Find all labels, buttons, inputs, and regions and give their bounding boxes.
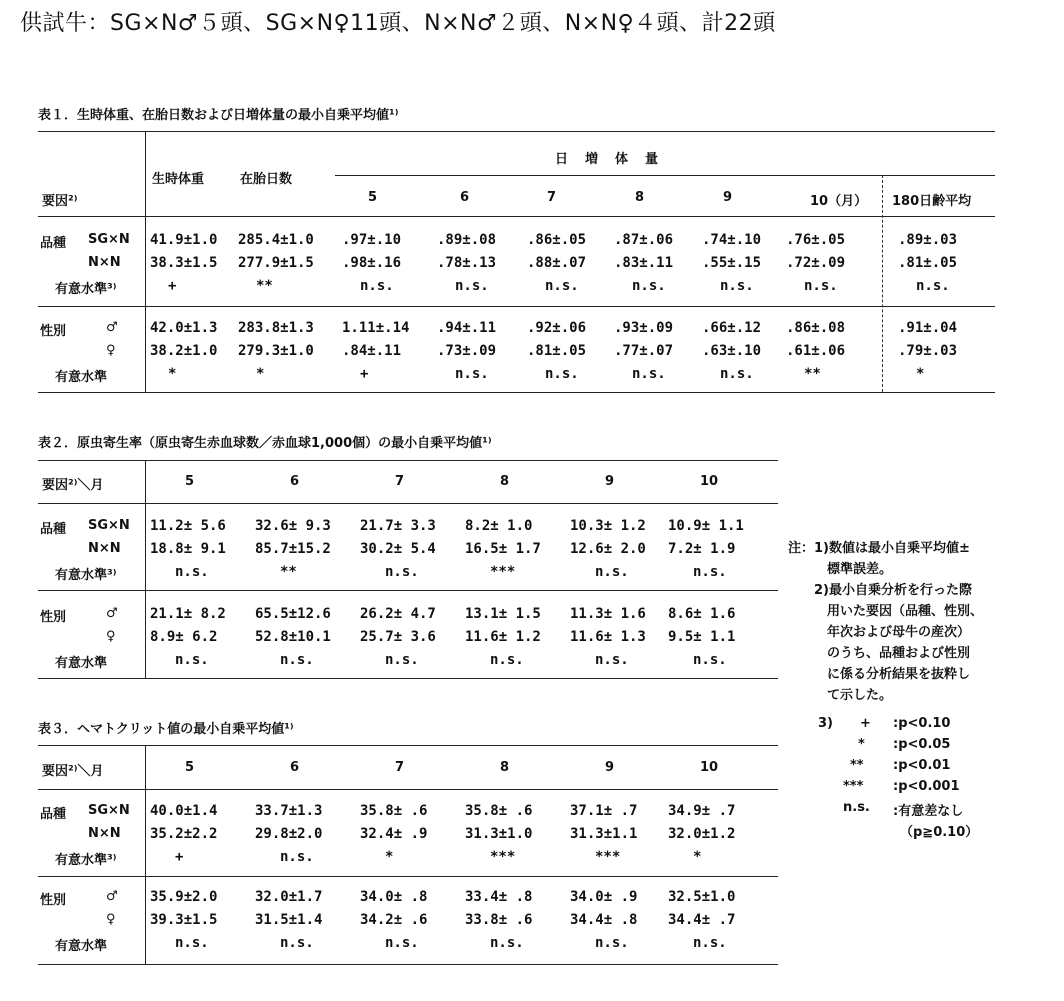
note-line: に係る分析結果を抜粋し <box>788 667 971 682</box>
table2-cell: 11.3± 1.6 <box>570 606 646 622</box>
table2-cell: 26.2± 4.7 <box>360 606 436 622</box>
table3-cell: 33.8± .6 <box>465 912 533 928</box>
t1-cell: n.s. <box>804 278 838 294</box>
table2-row-level: ♂ <box>106 606 118 621</box>
table2-month-header: 7 <box>395 474 405 489</box>
t1-row-level: N×N <box>88 255 121 270</box>
table2-cell: 8.6± 1.6 <box>668 606 736 622</box>
table3-cell: n.s. <box>490 935 524 951</box>
table2-row-factor: 品種 <box>40 522 67 537</box>
table2-cell: 32.6± 9.3 <box>255 518 331 534</box>
table3-cell: 35.8± .6 <box>465 803 533 819</box>
t1-cell: .98±.16 <box>342 255 402 271</box>
table3-row-factor: 有意水準³⁾ <box>55 853 117 868</box>
table3-month-header: 9 <box>605 760 615 775</box>
t1-cell: 277.9±1.5 <box>238 255 314 271</box>
legend-symbol: n.s. <box>843 800 870 815</box>
legend-description: :有意差なし <box>893 804 964 819</box>
t1-cell: n.s. <box>455 278 489 294</box>
table2-row-level: ♀ <box>106 629 116 644</box>
t1-cell: 279.3±1.0 <box>238 343 314 359</box>
t1-cell: n.s. <box>545 366 579 382</box>
t1-cell: ** <box>256 278 273 294</box>
table2-row-factor: 性別 <box>40 610 67 625</box>
table2-cell: n.s. <box>385 652 419 668</box>
t1-cell: .72±.09 <box>786 255 846 271</box>
t1-cell: + <box>168 278 177 294</box>
table3-cell: n.s. <box>595 935 629 951</box>
t1-cell: .81±.05 <box>898 255 958 271</box>
table3-cell: 32.5±1.0 <box>668 889 736 905</box>
t1-row-factor: 性別 <box>40 324 67 339</box>
table3-cell: * <box>693 849 702 865</box>
table3-cell: 34.0± .9 <box>570 889 638 905</box>
table3-month-header: 6 <box>290 760 300 775</box>
table2-cell: 10.3± 1.2 <box>570 518 646 534</box>
t1-gain-header: 日 増 体 量 <box>555 152 661 167</box>
table3-cell: 33.4± .8 <box>465 889 533 905</box>
t1-cell: .66±.12 <box>702 320 762 336</box>
table3-cell: + <box>175 849 184 865</box>
t1-cell: n.s. <box>720 278 754 294</box>
t1-month-header: 9 <box>723 190 733 205</box>
table2-cell: n.s. <box>280 652 314 668</box>
table2-cell: 21.1± 8.2 <box>150 606 226 622</box>
table2-month-header: 8 <box>500 474 510 489</box>
table3-cell: n.s. <box>280 849 314 865</box>
table2-row-factor: 有意水準 <box>55 656 108 671</box>
t1-cell: ** <box>804 366 821 382</box>
table3-month-header: 8 <box>500 760 510 775</box>
table3-cell: 35.9±2.0 <box>150 889 218 905</box>
table2-cell: n.s. <box>595 652 629 668</box>
table3-cell: 35.2±2.2 <box>150 826 218 842</box>
table3-row-level: ♂ <box>106 889 118 904</box>
t1-cell: .81±.05 <box>527 343 587 359</box>
t1-gest-header: 在胎日数 <box>240 172 293 187</box>
table2-cell: n.s. <box>175 652 209 668</box>
table3-cell: n.s. <box>385 935 419 951</box>
legend-description: :p<0.10 <box>893 716 951 731</box>
table2-cell: 52.8±10.1 <box>255 629 331 645</box>
t1-cell: .76±.05 <box>786 232 846 248</box>
legend-description: :p<0.01 <box>893 758 951 773</box>
t1-cell: .89±.03 <box>898 232 958 248</box>
table3-cell: 34.9± .7 <box>668 803 736 819</box>
table2-cell: n.s. <box>693 564 727 580</box>
t1-cell: n.s. <box>632 366 666 382</box>
table3-cell: 34.2± .6 <box>360 912 428 928</box>
t1-cell: .92±.06 <box>527 320 587 336</box>
t1-cell: .78±.13 <box>437 255 497 271</box>
t1-cell: .86±.08 <box>786 320 846 336</box>
t1-cell: * <box>168 366 177 382</box>
t1-cell: .73±.09 <box>437 343 497 359</box>
table3-cell: 40.0±1.4 <box>150 803 218 819</box>
t1-cell: .84±.11 <box>342 343 402 359</box>
t1-row-level: ♂ <box>106 320 118 335</box>
t1-cell: 285.4±1.0 <box>238 232 314 248</box>
table2-title: 表２．原虫寄生率（原虫寄生赤血球数／赤血球1,000個）の最小自乗平均値¹⁾ <box>38 436 492 451</box>
t1-row-level: SG×N <box>88 232 130 247</box>
table3-cell: 39.3±1.5 <box>150 912 218 928</box>
notes <box>788 538 983 706</box>
table2-cell: n.s. <box>490 652 524 668</box>
t1-month-header: 7 <box>547 190 557 205</box>
note-line: 標準誤差。 <box>788 562 893 577</box>
t1-factor-header: 要因²⁾ <box>42 194 78 209</box>
table2-month-header: 9 <box>605 474 615 489</box>
t1-cell: .63±.10 <box>702 343 762 359</box>
t1-cell: .79±.03 <box>898 343 958 359</box>
t1-cell: .87±.06 <box>614 232 674 248</box>
t1-cell: 283.8±1.3 <box>238 320 314 336</box>
table3-month-header: 5 <box>185 760 195 775</box>
table3-title: 表３．ヘマトクリット値の最小自乗平均値¹⁾ <box>38 722 294 737</box>
table3-cell: 34.4± .7 <box>668 912 736 928</box>
t1-avg-header: 180日齢平均 <box>892 194 972 209</box>
page-header: 供試牛：SG×N♂５頭、SG×N♀11頭、N×N♂２頭、N×N♀４頭、計22頭 <box>20 11 776 36</box>
table3-cell: *** <box>490 849 516 865</box>
table2-cell: 13.1± 1.5 <box>465 606 541 622</box>
table3-row-factor: 性別 <box>40 893 67 908</box>
table3-month-header: 7 <box>395 760 405 775</box>
table2-cell: n.s. <box>385 564 419 580</box>
t1-cell: 38.2±1.0 <box>150 343 218 359</box>
table2-cell: 11.6± 1.2 <box>465 629 541 645</box>
table3-row-factor: 品種 <box>40 807 67 822</box>
table2-cell: *** <box>490 564 516 580</box>
t1-cell: .89±.08 <box>437 232 497 248</box>
table2-row-factor: 有意水準³⁾ <box>55 568 117 583</box>
table3-row-level: ♀ <box>106 912 116 927</box>
t1-cell: .86±.05 <box>527 232 587 248</box>
table3-cell: 37.1± .7 <box>570 803 638 819</box>
t1-row-level: ♀ <box>106 343 116 358</box>
t1-cell: n.s. <box>632 278 666 294</box>
t1-cell: n.s. <box>916 278 950 294</box>
t2-factor-header: 要因²⁾＼月 <box>42 478 104 493</box>
table2-cell: n.s. <box>693 652 727 668</box>
table2-cell: 7.2± 1.9 <box>668 541 736 557</box>
note-line: 用いた要因（品種、性別、 <box>788 604 984 619</box>
note-line: て示した。 <box>788 688 893 703</box>
table3-month-header: 10 <box>700 760 719 775</box>
table2-cell: 18.8± 9.1 <box>150 541 226 557</box>
t1-cell: .83±.11 <box>614 255 674 271</box>
t1-cell: 1.11±.14 <box>342 320 410 336</box>
t1-month-header: 8 <box>635 190 645 205</box>
table2-cell: 8.2± 1.0 <box>465 518 533 534</box>
table3-cell: 32.0±1.7 <box>255 889 323 905</box>
t1-month-header: 6 <box>460 190 470 205</box>
t1-cell: 41.9±1.0 <box>150 232 218 248</box>
table3-cell: 32.0±1.2 <box>668 826 736 842</box>
legend-symbol: *** <box>843 779 864 794</box>
t1-row-factor: 有意水準 <box>55 370 108 385</box>
table2-row-level: N×N <box>88 541 121 556</box>
t1-row-factor: 有意水準³⁾ <box>55 282 117 297</box>
t1-cell: .61±.06 <box>786 343 846 359</box>
table3-cell: 33.7±1.3 <box>255 803 323 819</box>
table2-cell: n.s. <box>595 564 629 580</box>
table3-cell: 34.0± .8 <box>360 889 428 905</box>
t1-cell: .77±.07 <box>614 343 674 359</box>
t1-cell: .88±.07 <box>527 255 587 271</box>
table3-cell: 31.3±1.1 <box>570 826 638 842</box>
t1-cell: * <box>916 366 925 382</box>
table3-cell: *** <box>595 849 621 865</box>
t1-cell: .93±.09 <box>614 320 674 336</box>
t1-cell: 38.3±1.5 <box>150 255 218 271</box>
t1-row-factor: 品種 <box>40 236 67 251</box>
t3-factor-header: 要因²⁾＼月 <box>42 764 104 779</box>
table2-cell: 8.9± 6.2 <box>150 629 218 645</box>
legend-symbol: ** <box>850 758 864 773</box>
table3-row-factor: 有意水準 <box>55 939 108 954</box>
t1-cell: .91±.04 <box>898 320 958 336</box>
table2-cell: 21.7± 3.3 <box>360 518 436 534</box>
table2-cell: 65.5±12.6 <box>255 606 331 622</box>
table3-row-level: N×N <box>88 826 121 841</box>
t1-cell: .55±.15 <box>702 255 762 271</box>
table3-cell: 34.4± .8 <box>570 912 638 928</box>
table3-cell: n.s. <box>175 935 209 951</box>
t1-cell: * <box>256 366 265 382</box>
legend-description: :p<0.001 <box>893 779 960 794</box>
t1-cell: n.s. <box>545 278 579 294</box>
note-line: のうち、品種および性別 <box>788 646 971 661</box>
t1-cell: n.s. <box>360 278 394 294</box>
legend-symbol: * <box>858 737 865 752</box>
t1-cell: n.s. <box>720 366 754 382</box>
table2-cell: 12.6± 2.0 <box>570 541 646 557</box>
table2-month-header: 5 <box>185 474 195 489</box>
table3-cell: 29.8±2.0 <box>255 826 323 842</box>
table2-month-header: 10 <box>700 474 719 489</box>
legend-number: 3) <box>818 716 833 731</box>
table2-cell: 9.5± 1.1 <box>668 629 736 645</box>
table3-cell: 31.5±1.4 <box>255 912 323 928</box>
table2-month-header: 6 <box>290 474 300 489</box>
table3-cell: * <box>385 849 394 865</box>
table3-cell: n.s. <box>280 935 314 951</box>
t1-month-header: 5 <box>368 190 378 205</box>
table2-cell: 11.2± 5.6 <box>150 518 226 534</box>
t1-cell: .97±.10 <box>342 232 402 248</box>
table2-cell: n.s. <box>175 564 209 580</box>
table2-cell: 85.7±15.2 <box>255 541 331 557</box>
legend-symbol: + <box>860 716 871 731</box>
t1-cell: n.s. <box>455 366 489 382</box>
t1-cell: + <box>360 366 369 382</box>
note-line: 年次および母牛の産次） <box>788 625 971 640</box>
table2-cell: 11.6± 1.3 <box>570 629 646 645</box>
table3-cell: 31.3±1.0 <box>465 826 533 842</box>
table2-row-level: SG×N <box>88 518 130 533</box>
table2-cell: 16.5± 1.7 <box>465 541 541 557</box>
table2-cell: 30.2± 5.4 <box>360 541 436 557</box>
note-line: 注：1)数値は最小自乗平均値± <box>788 541 970 556</box>
t1-cell: .94±.11 <box>437 320 497 336</box>
table2-cell: 10.9± 1.1 <box>668 518 744 534</box>
legend-description: （p≧0.10） <box>900 825 979 840</box>
legend-description: :p<0.05 <box>893 737 951 752</box>
table2-cell: 25.7± 3.6 <box>360 629 436 645</box>
t1-cell: .74±.10 <box>702 232 762 248</box>
table3-cell: n.s. <box>693 935 727 951</box>
t1-cell: 42.0±1.3 <box>150 320 218 336</box>
table2-cell: ** <box>280 564 297 580</box>
t1-month-header: 10（月） <box>810 194 868 209</box>
t1-birth-header: 生時体重 <box>152 172 205 187</box>
table1-title: 表１．生時体重、在胎日数および日増体量の最小自乗平均値¹⁾ <box>38 108 399 123</box>
table3-cell: 32.4± .9 <box>360 826 428 842</box>
table3-row-level: SG×N <box>88 803 130 818</box>
note-line: 2)最小自乗分析を行った際 <box>788 583 972 598</box>
table3-cell: 35.8± .6 <box>360 803 428 819</box>
